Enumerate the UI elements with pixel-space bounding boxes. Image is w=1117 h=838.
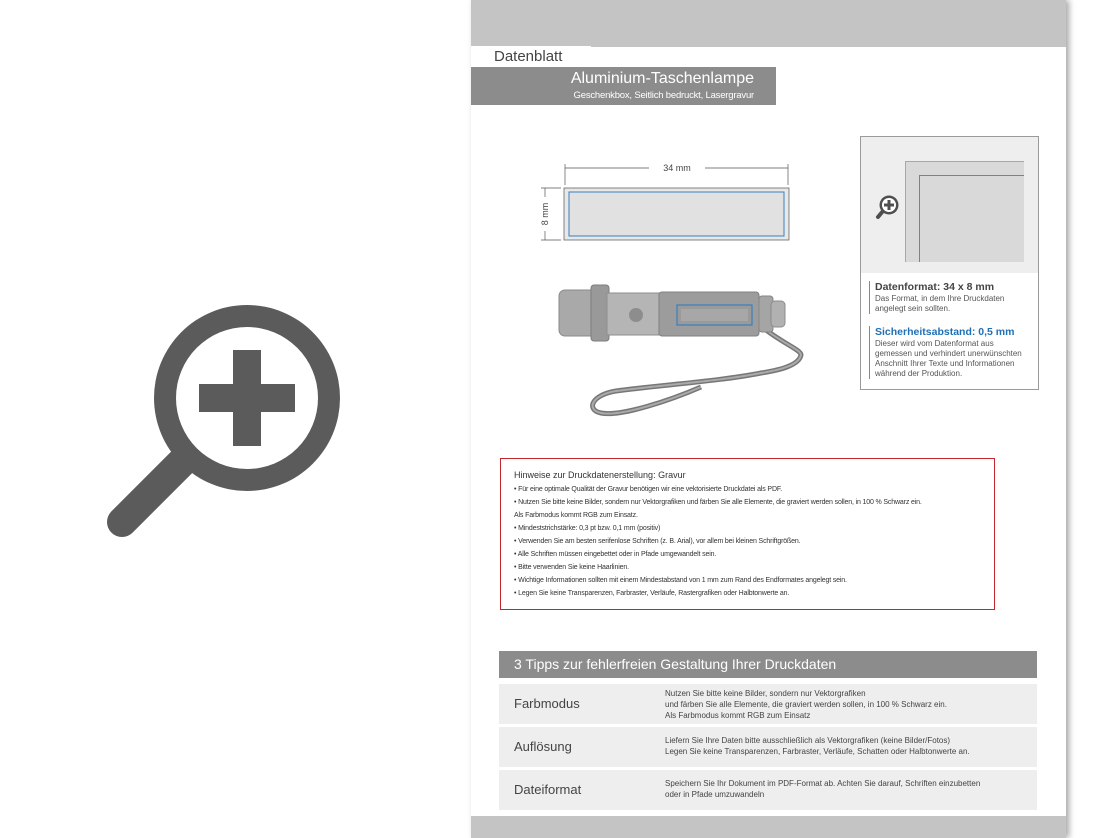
safety-margin-text-line: gemessen und verhindert unerwünschten xyxy=(875,349,1022,358)
sheet-footer-bar xyxy=(471,816,1066,838)
product-diagram xyxy=(531,155,831,425)
product-subtitle: Geschenkbox, Seitlich bedruckt, Lasergravur xyxy=(573,90,754,101)
product-title: Aluminium-Taschenlampe xyxy=(570,70,754,87)
width-dimension-label: 34 mm xyxy=(663,163,691,173)
format-preview xyxy=(861,137,1038,273)
tip-text xyxy=(665,688,1035,721)
safety-margin-text-line: während der Produktion. xyxy=(875,369,963,378)
product-banner xyxy=(471,67,776,105)
tip-label: Auflösung xyxy=(514,739,572,754)
flashlight-illustration xyxy=(559,285,801,414)
format-info xyxy=(869,281,1034,391)
datasheet-page xyxy=(471,0,1066,838)
safety-margin-text-line: Dieser wird vom Datenformat aus xyxy=(875,339,994,348)
tip-text xyxy=(665,735,1035,757)
safety-margin-info xyxy=(869,326,1034,379)
safety-margin-text-line: Anschnitt Ihrer Texte und Informationen xyxy=(875,359,1015,368)
data-format-text-line: Das Format, in dem Ihre Druckdaten xyxy=(875,294,1005,303)
data-format-text-line: angelegt sein sollten. xyxy=(875,304,951,313)
tip-row-aufloesung xyxy=(499,727,1037,767)
data-format-info xyxy=(869,281,1034,314)
tip-text-line: Speichern Sie Ihr Dokument im PDF-Format ab. Achten Sie darauf, Schriften einzubetten xyxy=(665,779,981,788)
height-dimension-label: 8 mm xyxy=(540,202,550,226)
datasheet-tab: Datenblatt xyxy=(471,46,591,67)
note-line: Als Farbmodus kommt RGB zum Einsatz. xyxy=(514,512,638,519)
note-line: • Legen Sie keine Transparenzen, Farbraster, Verläufe, Rastergrafiken oder Halbtonwerte an. xyxy=(514,590,790,597)
safety-margin-line xyxy=(919,175,1024,262)
tip-text-line: Liefern Sie Ihre Daten bitte ausschließlich als Vektorgrafiken (keine Bilder/Fotos) xyxy=(665,736,951,745)
note-line: • Alle Schriften müssen eingebettet oder in Pfade umgewandelt sein. xyxy=(514,551,717,558)
tip-text-line: Als Farbmodus kommt RGB zum Einsatz xyxy=(665,711,811,720)
tip-label: Farbmodus xyxy=(514,696,580,711)
engraving-notes-box xyxy=(500,458,995,610)
data-format-title: Datenformat: 34 x 8 mm xyxy=(875,281,995,293)
tip-row-dateiformat xyxy=(499,770,1037,810)
note-line: • Wichtige Informationen sollten mit einem Mindestabstand von 1 mm zum Rand des Endformates angelegt sein. xyxy=(514,577,847,584)
note-line: • Mindeststrichstärke: 0,3 pt bzw. 0,1 mm (positiv) xyxy=(514,525,661,532)
tips-header: 3 Tipps zur fehlerfreien Gestaltung Ihrer Druckdaten xyxy=(499,651,1037,678)
safety-margin-title: Sicherheitsabstand: 0,5 mm xyxy=(875,326,1015,338)
tip-row-farbmodus xyxy=(499,684,1037,724)
note-line: • Verwenden Sie am besten serifenlose Schriften (z. B. Arial), vor allem bei kleinen Schriftgrößen. xyxy=(514,538,801,545)
tip-text-line: oder in Pfade umzuwandeln xyxy=(665,790,765,799)
notes-title: Hinweise zur Druckdatenerstellung: Gravur xyxy=(514,470,686,480)
sheet-header-bar xyxy=(471,0,1066,47)
tip-text xyxy=(665,778,1035,800)
tip-text-line: Legen Sie keine Transparenzen, Farbraster, Verläufe, Schatten oder Halbtonwerte an. xyxy=(665,747,970,756)
tip-text-line: und färben Sie alle Elemente, die graviert werden sollen, in 100 % Schwarz ein. xyxy=(665,700,947,709)
zoom-in-icon[interactable] xyxy=(875,194,901,220)
note-line: • Für eine optimale Qualität der Gravur benötigen wir eine vektorisierte Druckdatei als PDF. xyxy=(514,486,782,493)
tip-label: Dateiformat xyxy=(514,782,582,797)
note-line: • Nutzen Sie bitte keine Bilder, sondern nur Vektorgrafiken und färben Sie alle Elemente, die graviert werden sollen, in 100 % Schwarz ein. xyxy=(514,499,922,506)
format-preview-box xyxy=(860,136,1039,390)
tip-text-line: Nutzen Sie bitte keine Bilder, sondern nur Vektorgrafiken xyxy=(665,689,866,698)
note-line: • Bitte verwenden Sie keine Haarlinien. xyxy=(514,564,629,571)
print-area-diagram xyxy=(539,162,789,240)
zoom-in-icon[interactable] xyxy=(100,290,360,550)
